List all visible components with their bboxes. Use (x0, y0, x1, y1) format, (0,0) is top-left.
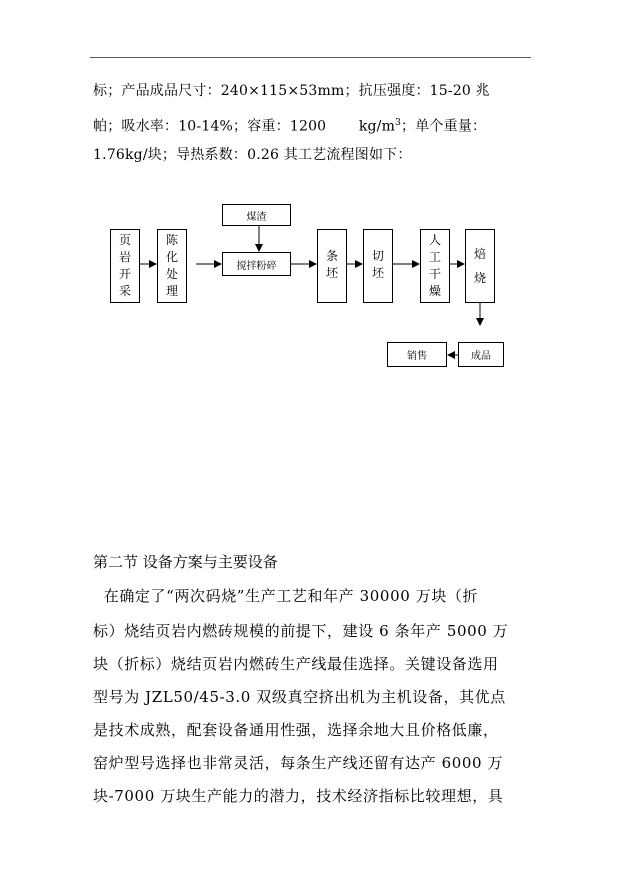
paragraph-line-4: 型号为 JZL50/45-3.0 双级真空挤出机为主机设备，其优点 (93, 688, 506, 706)
node-cut-billet-label: 切 坯 (371, 249, 384, 280)
node-finished-label: 成品 (471, 351, 491, 362)
node-stir-crush-label: 搅拌粉碎 (236, 260, 277, 272)
node-aging-label: 陈 化 处 理 (165, 233, 178, 298)
paragraph-line-2: 标）烧结页岩内燃砖规模的前提下，建设 6 条年产 5000 万 (93, 622, 509, 640)
node-firing-label: 焙 烧 (473, 247, 486, 285)
node-coal-slag-label: 煤渣 (246, 211, 267, 223)
node-strip-billet-label: 条 坯 (325, 249, 338, 280)
paragraph-line-6: 窑炉型号选择也非常灵活，每条生产线还留有达产 6000 万 (93, 754, 504, 772)
paragraph-line-5: 是技术成熟，配套设备通用性强，选择余地大且价格低廉， (93, 721, 499, 739)
intro-line-2-prefix: 帕；吸水率：10-14%；容重：1200 kg/m (93, 118, 396, 135)
intro-line-1: 标；产品成品尺寸：240×115×53mm；抗压强度：15-20 兆 (93, 83, 490, 99)
paragraph-line-1: 在确定了“两次码烧”生产工艺和年产 30000 万块（折 (93, 587, 479, 605)
section-heading: 第二节 设备方案与主要设备 (93, 553, 278, 571)
intro-line-2-suffix: ；单个重量： (401, 118, 487, 135)
paragraph-line-3: 块（折标）烧结页岩内燃砖生产线最佳选择。关键设备选用 (93, 655, 499, 673)
node-artificial-drying-label: 人 工 干 燥 (428, 233, 441, 298)
node-shale-mining-label: 页 岩 开 采 (118, 233, 131, 298)
paragraph-line-7: 块-7000 万块生产能力的潜力，技术经济指标比较理想，具 (93, 787, 504, 805)
unit-superscript: 3 (395, 118, 402, 128)
node-sales-label: 销售 (407, 351, 427, 362)
intro-line-3: 1.76kg/块；导热系数：0.26 其工艺流程图如下： (93, 147, 412, 163)
